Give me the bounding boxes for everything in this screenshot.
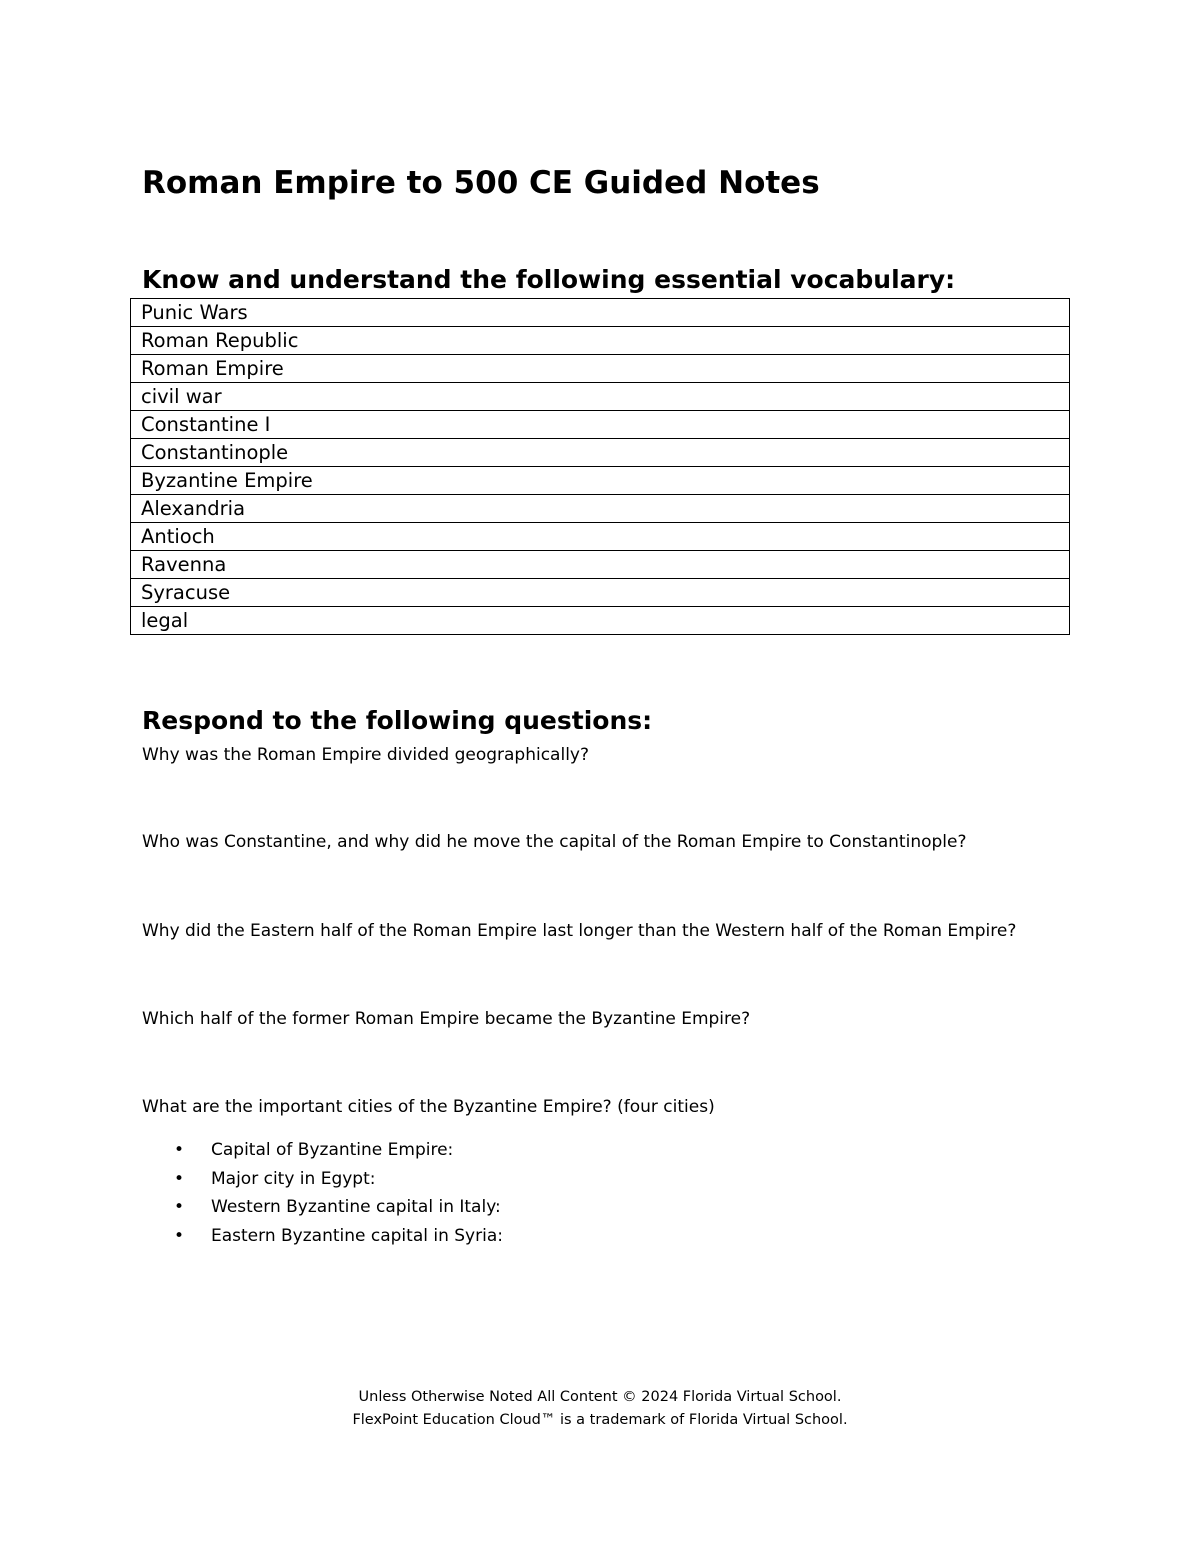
vocabulary-term: civil war <box>131 383 1070 411</box>
bullet-icon: • <box>174 1197 185 1217</box>
page-title: Roman Empire to 500 CE Guided Notes <box>142 165 820 201</box>
vocabulary-term: Antioch <box>131 523 1070 551</box>
footer-trademark: FlexPoint Education Cloud™ is a trademark of Florida Virtual School. <box>352 1412 848 1428</box>
table-row <box>131 495 1070 523</box>
table-row <box>131 551 1070 579</box>
footer-copyright: Unless Otherwise Noted All Content © 2024 Florida Virtual School. <box>358 1389 842 1405</box>
vocabulary-term: Constantinople <box>131 439 1070 467</box>
table-row <box>131 523 1070 551</box>
question-byzantine-half: Which half of the former Roman Empire became the Byzantine Empire? <box>142 1009 751 1029</box>
table-row <box>131 607 1070 635</box>
city-prompt: Capital of Byzantine Empire: <box>211 1140 454 1160</box>
city-prompt: Eastern Byzantine capital in Syria: <box>211 1225 503 1246</box>
vocabulary-term: Roman Republic <box>131 327 1070 355</box>
table-row <box>131 411 1070 439</box>
vocabulary-term: Roman Empire <box>131 355 1070 383</box>
question-constantine: Who was Constantine, and why did he move the capital of the Roman Empire to Constantinople? <box>142 832 967 852</box>
table-row <box>131 439 1070 467</box>
table-row <box>131 579 1070 607</box>
bullet-icon: • <box>174 1168 185 1189</box>
vocabulary-term: Ravenna <box>131 551 1070 579</box>
vocabulary-term: Alexandria <box>131 495 1070 523</box>
questions-heading: Respond to the following questions: <box>142 706 653 735</box>
vocabulary-heading: Know and understand the following essential vocabulary: <box>142 265 956 294</box>
vocabulary-term: Constantine I <box>131 411 1070 439</box>
table-row <box>131 467 1070 495</box>
city-prompt: Major city in Egypt: <box>211 1168 376 1189</box>
vocabulary-term: Byzantine Empire <box>131 467 1070 495</box>
vocabulary-term: legal <box>131 607 1070 635</box>
bullet-icon: • <box>174 1225 185 1246</box>
question-important-cities: What are the important cities of the Byzantine Empire? (four cities) <box>142 1097 715 1117</box>
footer <box>0 1386 1200 1432</box>
table-row <box>131 327 1070 355</box>
vocabulary-term: Syracuse <box>131 579 1070 607</box>
vocabulary-term: Punic Wars <box>131 299 1070 327</box>
table-row <box>131 355 1070 383</box>
table-row <box>131 299 1070 327</box>
question-geography: Why was the Roman Empire divided geographically? <box>142 745 590 765</box>
city-prompt: Western Byzantine capital in Italy: <box>211 1197 501 1217</box>
bullet-icon: • <box>174 1140 185 1160</box>
question-eastern-half: Why did the Eastern half of the Roman Empire last longer than the Western half of the Roman Empire? <box>142 921 1017 941</box>
vocabulary-table <box>130 298 1070 635</box>
table-row <box>131 383 1070 411</box>
